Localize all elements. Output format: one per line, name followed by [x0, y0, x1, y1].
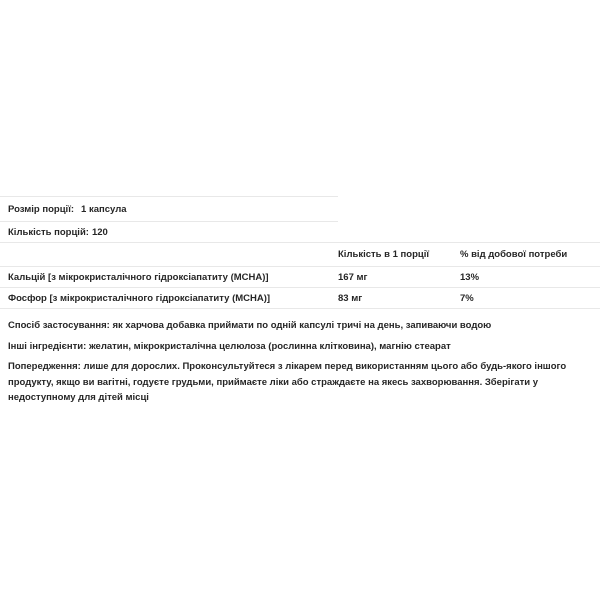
ingredient-daily-value: 7% [460, 292, 474, 304]
nutrient-table-header-row [0, 242, 600, 267]
table-row-phosphorus [0, 288, 600, 309]
servings-per-container-label: Кількість порцій: [8, 226, 89, 238]
servings-per-container-row [0, 222, 338, 242]
table-row-calcium [0, 267, 600, 288]
other-ingredients-text: Інші інгредієнти: желатин, мікрокристалічна целюлоза (рослинна клітковина), магнію стеарат [8, 340, 451, 352]
serving-size-label: Розмір порції: [8, 203, 75, 215]
column-header-daily-value: % від добової потреби [460, 249, 568, 260]
directions-text: Спосіб застосування: як харчова добавка приймати по одній капсулі тричі на день, запиваючи водою [8, 320, 492, 331]
ingredient-amount: 83 мг [338, 292, 363, 304]
servings-per-container-value: 120 [91, 226, 108, 238]
supplement-facts-panel [0, 196, 600, 411]
serving-info-block [0, 196, 338, 242]
column-header-amount-per-serving: Кількість в 1 порції [338, 249, 430, 260]
nutrient-table [0, 242, 600, 309]
ingredient-amount: 167 мг [338, 271, 368, 283]
label-notes [0, 309, 600, 406]
ingredient-daily-value: 13% [460, 271, 480, 283]
serving-size-row [0, 197, 338, 222]
serving-size-value: 1 капсула [81, 203, 127, 215]
ingredient-name: Фосфор [з мікрокристалічного гідроксіапатиту (MCHA)] [8, 292, 271, 304]
ingredient-name: Кальцій [з мікрокристалічного гідроксіапатиту (MCHA)] [8, 271, 269, 283]
warning-text: Попередження: лише для дорослих. Проконсультуйтеся з лікарем перед використанням цього або будь-якого іншого продукту, якщо ви вагітні, годуєте грудьми, приймаєте ліки або страждаєте на якесь захворювання. Зберігати у недоступному для дітей місці [8, 361, 567, 403]
